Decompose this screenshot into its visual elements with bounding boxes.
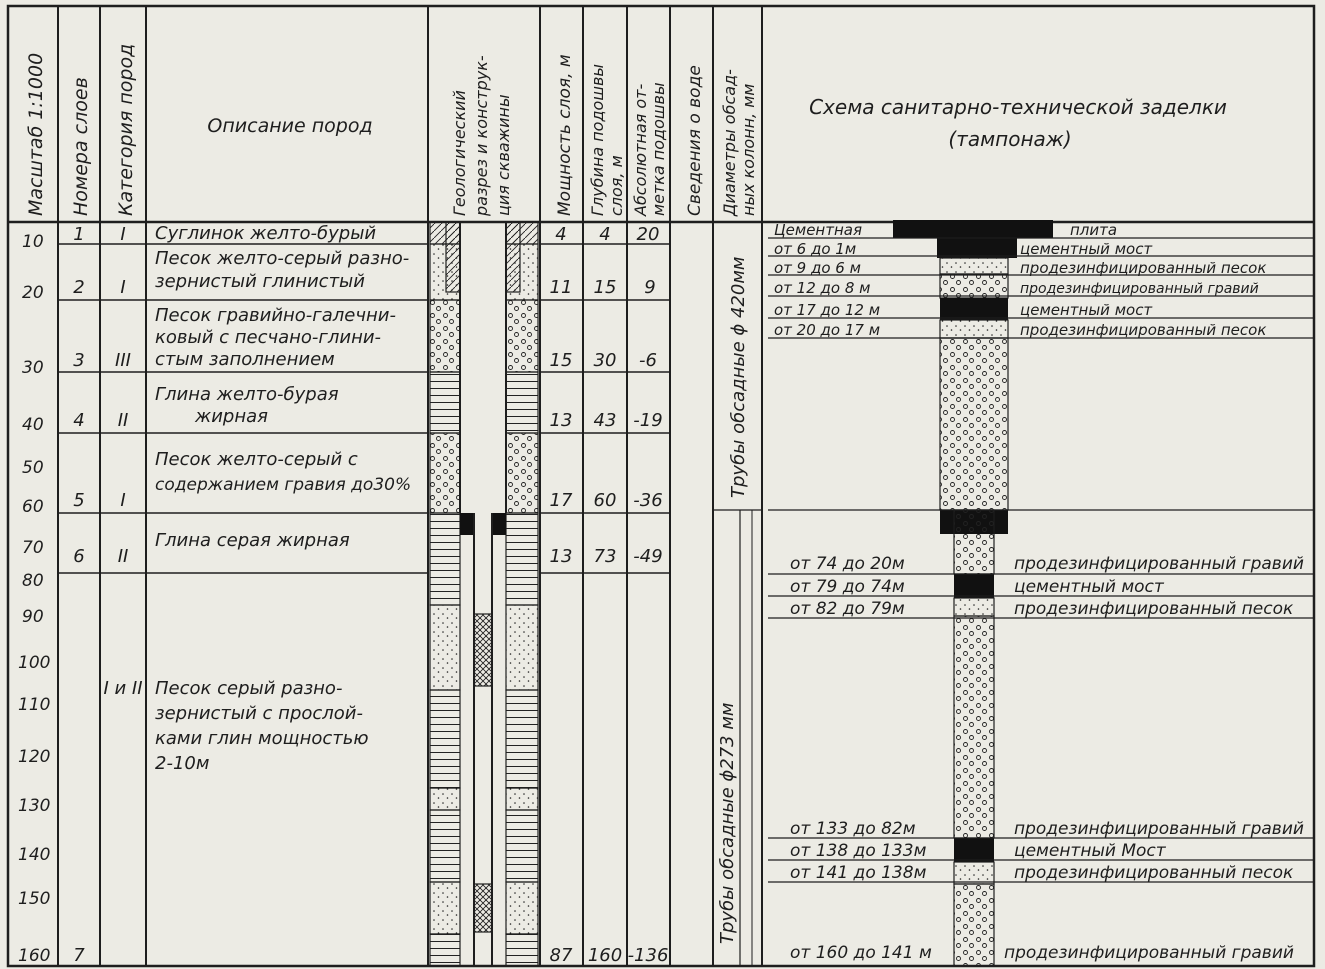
layer-depth: 160 [587, 945, 623, 966]
layer-abs-mark: -36 [633, 490, 663, 511]
layer-rows [73, 223, 668, 966]
scheme-label: продезинфицированный гравий [1004, 943, 1294, 963]
scheme-range: от 160 до 141 м [790, 943, 932, 963]
scheme-label: плита [1070, 221, 1118, 239]
layer-description: Глина желто-бурая [155, 384, 339, 405]
layer-category: II [117, 546, 129, 567]
header-thickness: Мощность слоя, м [555, 54, 575, 216]
scale-tick: 130 [18, 796, 51, 816]
layer-depth: 15 [593, 277, 617, 298]
scale-tick: 60 [22, 497, 44, 517]
layer-category: I [120, 277, 126, 298]
scale-tick: 110 [18, 695, 51, 715]
scale-tick: 150 [18, 889, 51, 909]
layer-category: I и II [103, 678, 143, 699]
layer-number: 3 [73, 350, 85, 371]
header-geo-section-2: разрез и конструк- [472, 55, 491, 216]
layer-category: I [120, 490, 126, 511]
header-water: Сведения о воде [685, 65, 705, 216]
layer-description: Песок желто-серый с [155, 449, 358, 470]
scheme-label: цементный мост [1020, 240, 1153, 258]
layer-thickness: 4 [555, 224, 567, 245]
layer-category: III [115, 350, 131, 371]
layer-number: 4 [73, 410, 85, 431]
scheme-label: продезинфицированный песок [1014, 599, 1294, 619]
layer-description: зернистый глинистый [155, 271, 365, 292]
layer-number: 1 [73, 224, 85, 245]
scale-tick: 10 [22, 232, 44, 252]
layer-thickness: 13 [549, 546, 573, 567]
casing-labels [717, 257, 749, 944]
scheme-label: продезинфицированный песок [1020, 259, 1267, 277]
casing-273-label: Трубы обсадные ϕ273 мм [717, 702, 738, 944]
layer-number: 2 [73, 277, 85, 298]
table-header [25, 44, 1227, 217]
scheme-label: продезинфицированный гравий [1020, 281, 1259, 297]
layer-thickness: 11 [549, 277, 573, 298]
scale-tick: 50 [22, 458, 44, 478]
layer-thickness: 15 [549, 350, 573, 371]
scale-tick: 160 [18, 946, 51, 966]
scheme-label: цементный мост [1020, 301, 1153, 319]
header-depth-1: Глубина подошвы [588, 63, 607, 216]
layer-description: зернистый с прослой- [155, 703, 363, 724]
header-rock-category: Категория пород [115, 43, 137, 216]
header-description: Описание пород [207, 115, 373, 137]
layer-category: II [117, 410, 129, 431]
layer-description: Песок гравийно-галечни- [155, 305, 396, 326]
scheme-label: продезинфицированный гравий [1014, 554, 1304, 574]
scheme-range: от 141 до 138м [790, 863, 927, 883]
scale-tick: 100 [18, 653, 51, 673]
layer-abs-mark: -19 [633, 410, 663, 431]
scheme-range: от 20 до 17 м [774, 321, 881, 339]
layer-depth: 30 [593, 350, 617, 371]
header-geo-section-3: ция скважины [494, 94, 513, 216]
header-casing-diam-2: ных колонн, мм [739, 83, 758, 216]
header-scale: Масштаб 1:1000 [25, 52, 47, 216]
scheme-range: от 82 до 79м [790, 599, 905, 619]
header-abs-mark-1: Абсолютная от- [631, 83, 650, 216]
layer-category: I [120, 224, 126, 245]
layer-description: Глина серая жирная [155, 530, 350, 551]
scheme-range: от 9 до 6 м [774, 259, 861, 277]
header-scheme-2: (тампонаж) [948, 127, 1072, 151]
layer-depth: 60 [593, 490, 617, 511]
layer-thickness: 13 [549, 410, 573, 431]
scheme-range: Цементная [774, 221, 862, 239]
layer-abs-mark: -6 [639, 350, 657, 371]
header-depth-2: слоя, м [607, 155, 626, 216]
scale-column [18, 232, 50, 966]
casing-420-label: Трубы обсадные ϕ 420мм [728, 256, 749, 498]
scheme-label: продезинфицированный песок [1020, 321, 1267, 339]
layer-abs-mark: -49 [633, 546, 663, 567]
layer-thickness: 17 [549, 490, 573, 511]
header-abs-mark-2: метка подошвы [649, 82, 668, 216]
header-geo-section-1: Геологический [450, 90, 469, 216]
scale-tick: 30 [22, 358, 44, 378]
scale-tick: 90 [22, 607, 44, 627]
scheme-range: от 133 до 82м [790, 819, 916, 839]
sealing-scheme-labels [774, 221, 1304, 963]
layer-abs-mark: 9 [644, 277, 656, 298]
layer-description: Суглинок желто-бурый [155, 223, 377, 244]
geological-section [430, 222, 538, 966]
scheme-label: цементный Мост [1014, 841, 1166, 861]
header-layer-no: Номера слоев [70, 77, 92, 216]
layer-description: Песок серый разно- [155, 678, 343, 699]
layer-depth: 73 [593, 546, 617, 567]
layer-thickness: 87 [549, 945, 573, 966]
scale-tick: 40 [22, 415, 44, 435]
layer-description: содержанием гравия до30% [155, 475, 412, 495]
layer-number: 7 [73, 945, 85, 966]
scheme-label: продезинфицированный песок [1014, 863, 1294, 883]
scale-tick: 140 [18, 845, 51, 865]
scheme-range: от 6 до 1м [774, 240, 857, 258]
layer-number: 6 [73, 546, 85, 567]
layer-depth: 43 [593, 410, 617, 431]
scheme-label: цементный мост [1014, 577, 1164, 597]
layer-description: ковый с песчано-глини- [155, 327, 382, 348]
layer-description: ками глин мощностью [155, 728, 369, 749]
layer-abs-mark: -136 [627, 945, 669, 966]
scheme-range: от 12 до 8 м [774, 279, 871, 297]
scheme-range: от 138 до 133м [790, 841, 927, 861]
scale-tick: 120 [18, 747, 51, 767]
layer-abs-mark: 20 [636, 224, 660, 245]
layer-number: 5 [73, 490, 85, 511]
scale-tick: 80 [22, 571, 44, 591]
layer-description: жирная [195, 406, 268, 427]
scale-tick: 20 [22, 283, 44, 303]
scheme-label: продезинфицированный гравий [1014, 819, 1304, 839]
scale-tick: 70 [22, 538, 44, 558]
layer-description: стым заполнением [155, 349, 335, 370]
layer-description: 2-10м [155, 753, 210, 774]
layer-depth: 4 [599, 224, 611, 245]
header-scheme-1: Схема санитарно-технической заделки [809, 95, 1227, 119]
scheme-range: от 79 до 74м [790, 577, 905, 597]
header-casing-diam-1: Диаметры обсад- [720, 69, 739, 216]
layer-description: Песок желто-серый разно- [155, 248, 410, 269]
scheme-range: от 17 до 12 м [774, 301, 881, 319]
scheme-range: от 74 до 20м [790, 554, 905, 574]
